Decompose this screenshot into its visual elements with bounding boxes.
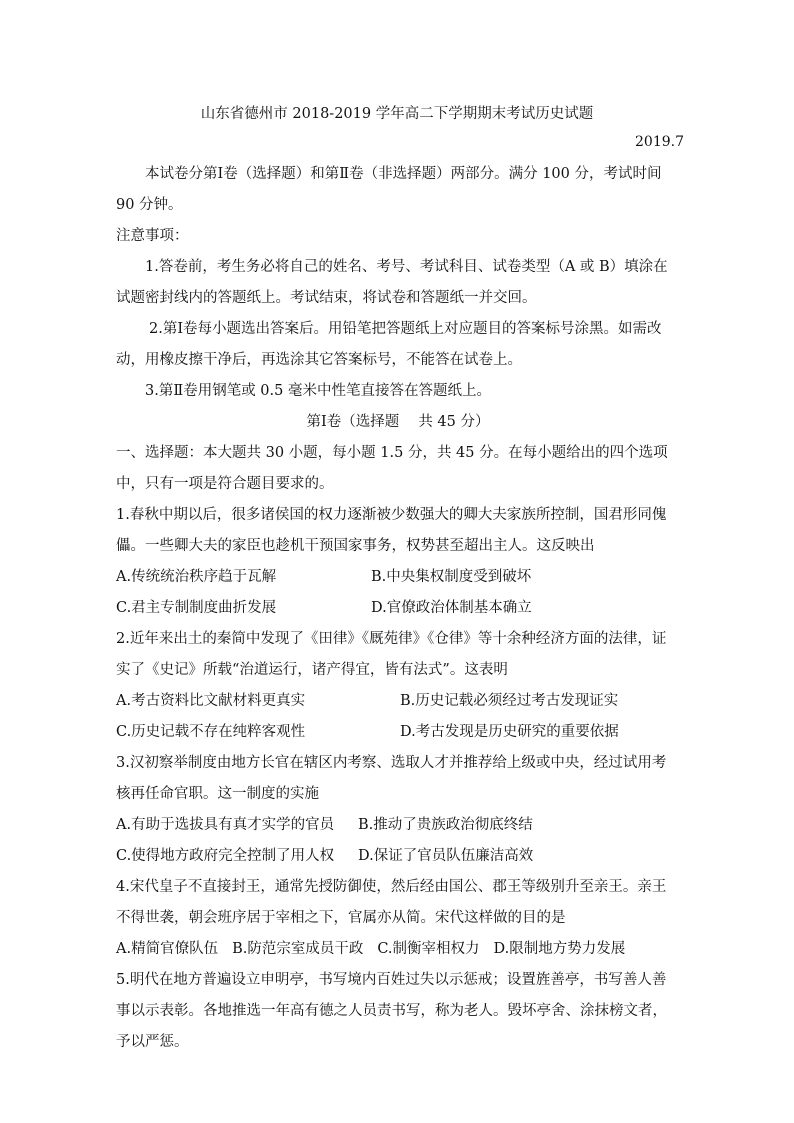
note-item: 3.第Ⅱ卷用钢笔或 0.5 毫米中性笔直接答在答题纸上。: [145, 383, 491, 399]
question-stem: 3.汉初察举制度由地方长官在辖区内考察、选取人才并推荐给上级或中央，经过试用考核再任命官职。这一制度的实施: [116, 755, 667, 802]
question-stem: 4.宋代皇子不直接封王，通常先授防御使，然后经由国公、郡王等级别升至亲王。亲王不得世袭，朝会班序居于宰相之下，官属亦从简。宋代这样做的目的是: [116, 879, 667, 926]
note-item: 1.答卷前，考生务必将自己的姓名、考号、考试科目、试卷类型（A 或 B）填涂在试题密封线内的答题纸上。考试结束，将试卷和答题纸一并交回。: [116, 259, 668, 306]
section-title: 第Ⅰ卷（选择题 共 45 分）: [306, 414, 490, 430]
option-c: C.君主专制制度曲折发展: [116, 600, 277, 616]
exam-title: 山东省德州市 2018-2019 学年高二下学期期末考试历史试题: [200, 106, 594, 122]
question-stem: 2.近年来出土的秦简中发现了《田律》《厩苑律》《仓律》等十余种经济方面的法律，证实了《史记》所载“治道运行，诸产得宜，皆有法式”。这表明: [116, 631, 667, 678]
note-item: 2.第Ⅰ卷每小题选出答案后。用铅笔把答题纸上对应题目的答案标号涂黑。如需改动，用橡皮擦干净后，再选涂其它答案标号，不能答在试卷上。: [116, 321, 662, 368]
options-row: [116, 686, 680, 717]
options-row: [116, 717, 680, 748]
option-c: C.使得地方政府完全控制了用人权: [116, 848, 335, 864]
option-b: B.推动了贵族政治彻底终结: [358, 817, 533, 833]
options-row: [116, 562, 680, 593]
options-row: [116, 593, 680, 624]
option-b: B.防范宗室成员干政: [232, 941, 364, 957]
option-a: A.精简官僚队伍: [116, 941, 219, 957]
option-d: D.考古发现是历史研究的重要依据: [400, 724, 619, 740]
options-row: [116, 810, 680, 841]
option-c: C.制衡宰相权力: [377, 941, 480, 957]
option-b: B.历史记载必须经过考古发现证实: [400, 693, 619, 709]
option-d: D.保证了官员队伍廉洁高效: [358, 848, 534, 864]
option-b: B.中央集权制度受到破坏: [371, 569, 532, 585]
question-stem: 5.明代在地方普遍设立申明亭，书写境内百姓过失以示惩戒；设置旌善亭，书写善人善事以示表彰。各地推选一年高有德之人员责书写，称为老人。毁坏亭舍、涂抹榜文者，予以严惩。: [116, 972, 667, 1050]
intro-paragraph: 本试卷分第Ⅰ卷（选择题）和第Ⅱ卷（非选择题）两部分。满分 100 分，考试时间 90 分钟。: [116, 166, 662, 213]
section-instructions: 一、选择题：本大题共 30 小题，每小题 1.5 分，共 45 分。在每小题给出的四个选项中，只有一项是符合题目要求的。: [116, 445, 668, 492]
exam-body: [116, 159, 680, 1058]
option-a: A.考古资料比文献材料更真实: [116, 693, 306, 709]
options-row: [116, 841, 680, 872]
notes-title: 注意事项：: [116, 228, 189, 244]
question-stem: 1.春秋中期以后，很多诸侯国的权力逐渐被少数强大的卿大夫家族所控制，国君形同傀儡。一些卿大夫的家臣也趁机干预国家事务，权势甚至超出主人。这反映出: [116, 507, 667, 554]
option-a: A.有助于选拔具有真才实学的官员: [116, 817, 335, 833]
exam-date: 2019.7: [635, 134, 684, 150]
option-c: C.历史记载不存在纯粹客观性: [116, 724, 306, 740]
option-a: A.传统统治秩序趋于瓦解: [116, 569, 277, 585]
option-d: D.官僚政治体制基本确立: [371, 600, 532, 616]
option-d: D.限制地方势力发展: [493, 941, 626, 957]
options-row: [116, 934, 680, 965]
